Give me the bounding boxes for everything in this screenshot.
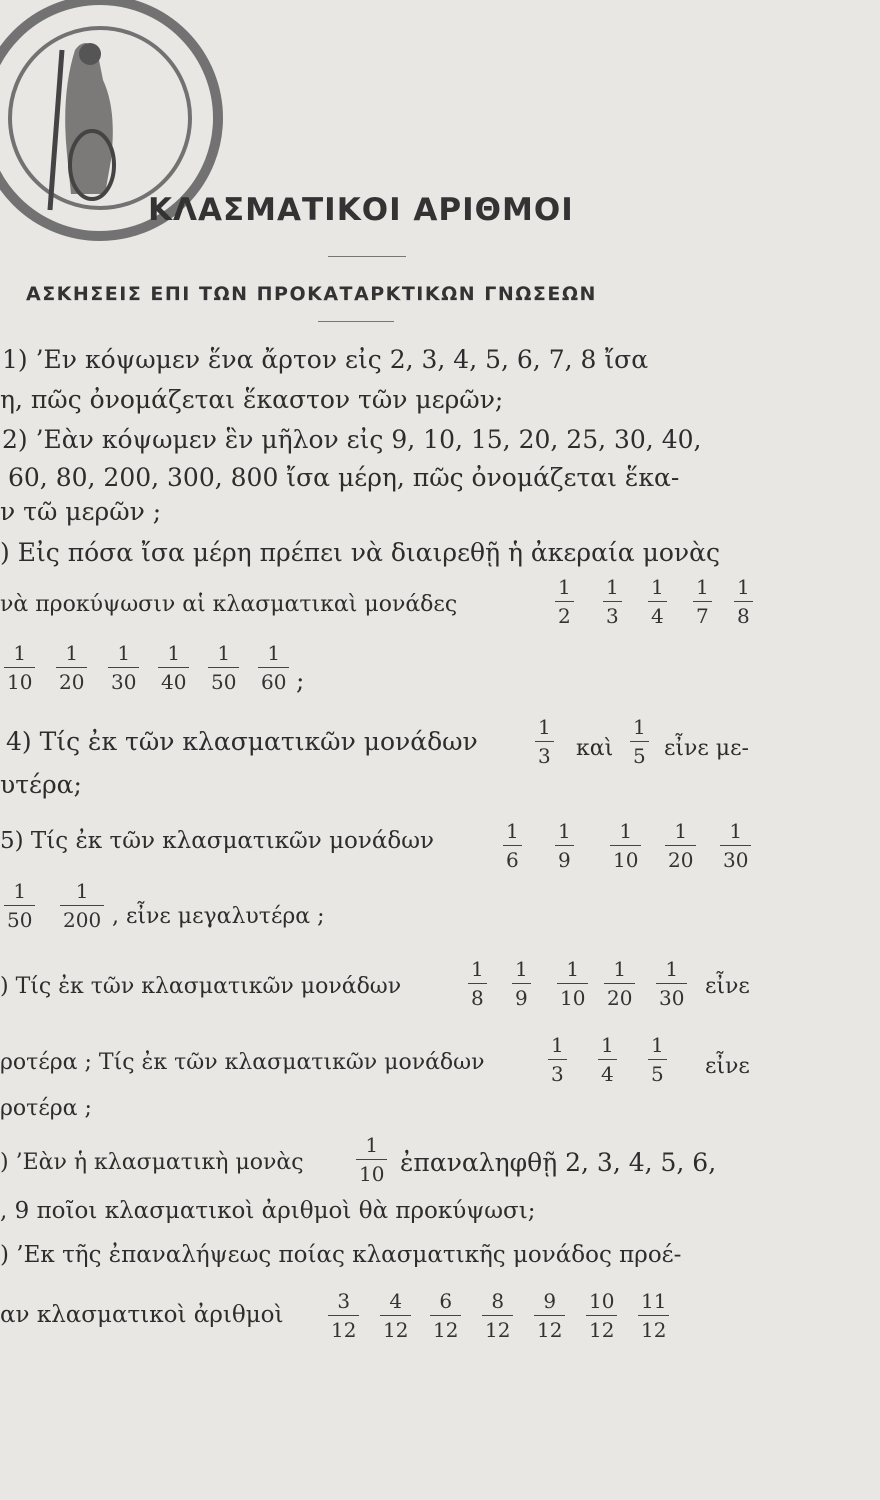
page-subtitle: ΑΣΚΗΣΕΙΣ ΕΠΙ ΤΩΝ ΠΡΟΚΑΤΑΡΚΤΙΚΩΝ ΓΝΩΣΕΩΝ [26,283,597,305]
fraction [4,642,35,693]
fraction-bar [734,601,753,602]
fraction-numerator: 1 [619,819,633,843]
fraction [604,958,635,1009]
fraction-bar [586,1315,617,1316]
fraction-denominator: 6 [506,848,519,872]
fraction-denominator: 12 [433,1318,459,1342]
fraction-bar [604,983,635,984]
fraction-bar [4,905,35,906]
fraction-numerator: 1 [558,575,571,599]
fraction-bar [503,845,522,846]
text-line: , εἶνε μεγαλυτέρα ; [112,904,325,929]
fraction [555,820,574,871]
fraction-bar [4,667,35,668]
fraction-denominator: 30 [111,670,137,694]
fraction-numerator: 1 [13,641,27,665]
fraction-bar [356,1159,387,1160]
fraction-denominator: 10 [359,1162,385,1186]
fraction-denominator: 9 [515,986,528,1010]
fraction [503,820,522,871]
fraction [603,576,622,627]
fraction-denominator: 60 [261,670,287,694]
fraction-numerator: 1 [365,1133,379,1157]
fraction [356,1134,387,1185]
fraction-denominator: 9 [558,848,571,872]
fraction [430,1290,461,1341]
fraction [328,1290,359,1341]
text-line: 4) Τίς ἐκ τῶν κλασματικῶν μονάδων [6,727,478,756]
library-stamp [0,0,240,270]
fraction-denominator: 12 [641,1318,667,1342]
fraction-numerator: 1 [515,957,528,981]
fraction-bar [557,983,588,984]
fraction-bar [380,1315,411,1316]
fraction-bar [208,667,239,668]
fraction-denominator: 20 [607,986,633,1010]
fraction-numerator: 1 [613,957,627,981]
fraction-bar [610,845,641,846]
text-line: ροτέρα ; Τίς ἐκ τῶν κλασματικῶν μονάδων [0,1050,485,1075]
fraction-bar [60,905,104,906]
fraction-numerator: 8 [491,1289,505,1313]
fraction-numerator: 1 [737,575,750,599]
fraction-bar [638,1315,669,1316]
fraction [555,576,574,627]
fraction-denominator: 5 [633,744,646,768]
fraction-numerator: 1 [551,1033,564,1057]
fraction-bar [693,601,712,602]
text-line: ) ’Εκ τῆς ἐπαναλήψεως ποίας κλασματικῆς μονάδος προέ- [0,1242,682,1268]
fraction-numerator: 1 [75,879,89,903]
fraction-denominator: 3 [538,744,551,768]
fraction [512,958,531,1009]
fraction-bar [430,1315,461,1316]
fraction [60,880,104,931]
fraction-numerator: 11 [641,1289,667,1313]
text-line: η, πῶς ὀνομάζεται ἕκαστον τῶν μερῶν; [0,385,504,414]
fraction-denominator: 4 [601,1062,614,1086]
fraction-numerator: 9 [543,1289,557,1313]
fraction-numerator: 1 [471,957,484,981]
fraction-denominator: 12 [537,1318,563,1342]
fraction-numerator: 1 [729,819,743,843]
fraction [208,642,239,693]
text-line: , 9 ποῖοι κλασματικοὶ ἀριθμοὶ θὰ προκύψωσι; [0,1198,536,1224]
fraction [4,880,35,931]
fraction-denominator: 5 [651,1062,664,1086]
title-divider [328,256,406,257]
fraction [656,958,687,1009]
fraction-bar [665,845,696,846]
fraction [638,1290,669,1341]
text-line: εἶνε με- [664,736,749,761]
text-line: εἶνε [705,1054,750,1079]
fraction [693,576,712,627]
fraction-denominator: 12 [589,1318,615,1342]
text-line: ν τῶ μερῶν ; [0,497,162,526]
fraction [548,1034,567,1085]
fraction-denominator: 3 [551,1062,564,1086]
fraction-bar [534,1315,565,1316]
text-line: νὰ προκύψωσιν αἱ κλασματικαὶ μονάδες [0,592,458,617]
fraction-bar [258,667,289,668]
fraction-bar [468,983,487,984]
fraction [665,820,696,871]
fraction-numerator: 3 [337,1289,351,1313]
fraction-numerator: 6 [439,1289,453,1313]
fraction-numerator: 1 [665,957,679,981]
text-line: 60, 80, 200, 300, 800 ἴσα μέρη, πῶς ὀνομάζεται ἕκα- [8,463,680,492]
fraction [56,642,87,693]
fraction-denominator: 40 [161,670,187,694]
fraction-denominator: 200 [63,908,102,932]
fraction-denominator: 12 [383,1318,409,1342]
fraction [557,958,588,1009]
fraction-numerator: 1 [606,575,619,599]
fraction-denominator: 10 [7,670,33,694]
fraction-denominator: 30 [659,986,685,1010]
page-title: ΚΛΑΣΜΑΤΙΚΟΙ ΑΡΙΘΜΟΙ [148,192,574,228]
fraction-denominator: 50 [7,908,33,932]
fraction-numerator: 1 [651,1033,664,1057]
text-line: 5) Τίς ἐκ τῶν κλασματικῶν μονάδων [0,828,434,854]
fraction-numerator: 1 [696,575,709,599]
fraction-denominator: 8 [737,604,750,628]
fraction-denominator: 20 [59,670,85,694]
fraction-numerator: 1 [267,641,281,665]
text-line: 1) ’Εν κόψωμεν ἕνα ἄρτον εἰς 2, 3, 4, 5, 6, 7, 8 ἴσα [2,345,649,374]
fraction-numerator: 1 [558,819,571,843]
fraction-bar [482,1315,513,1316]
fraction [482,1290,513,1341]
fraction-numerator: 1 [538,715,551,739]
fraction-numerator: 1 [217,641,231,665]
fraction [535,716,554,767]
fraction-bar [555,601,574,602]
fraction-denominator: 20 [668,848,694,872]
fraction [734,576,753,627]
fraction-numerator: 1 [651,575,664,599]
fraction-denominator: 10 [613,848,639,872]
fraction-bar [512,983,531,984]
fraction-bar [555,845,574,846]
fraction-bar [598,1059,617,1060]
text-line: ) Τίς ἐκ τῶν κλασματικῶν μονάδων [0,974,402,999]
fraction-denominator: 3 [606,604,619,628]
fraction [158,642,189,693]
text-line: καὶ [576,736,614,761]
fraction-denominator: 4 [651,604,664,628]
text-line: εἶνε [705,974,750,999]
text-line: 2) ’Εὰν κόψωμεν ἓν μῆλον εἰς 9, 10, 15, 20, 25, 30, 40, [2,425,702,454]
fraction-denominator: 30 [723,848,749,872]
fraction-bar [328,1315,359,1316]
fraction [648,576,667,627]
text-line: αν κλασματικοὶ ἀριθμοὶ [0,1302,284,1328]
fraction [534,1290,565,1341]
fraction-numerator: 1 [167,641,181,665]
text-line: ; [296,666,305,695]
fraction-bar [603,601,622,602]
fraction-bar [648,1059,667,1060]
fraction-bar [548,1059,567,1060]
fraction-numerator: 1 [13,879,27,903]
fraction [648,1034,667,1085]
fraction-numerator: 1 [117,641,131,665]
fraction [720,820,751,871]
fraction [258,642,289,693]
fraction [468,958,487,1009]
fraction-denominator: 12 [485,1318,511,1342]
fraction-bar [158,667,189,668]
fraction-numerator: 1 [633,715,646,739]
fraction-bar [656,983,687,984]
fraction-bar [535,741,554,742]
fraction [108,642,139,693]
text-line: ροτέρα ; [0,1096,92,1121]
fraction-denominator: 10 [560,986,586,1010]
fraction-numerator: 1 [566,957,580,981]
fraction [598,1034,617,1085]
fraction-denominator: 2 [558,604,571,628]
fraction-numerator: 1 [601,1033,614,1057]
text-line: ) Εἰς πόσα ἴσα μέρη πρέπει νὰ διαιρεθῇ ἡ ἀκεραία μονὰς [0,538,720,567]
fraction-numerator: 10 [589,1289,615,1313]
fraction-numerator: 1 [65,641,79,665]
fraction-bar [108,667,139,668]
fraction-bar [648,601,667,602]
fraction-numerator: 4 [389,1289,403,1313]
fraction-denominator: 7 [696,604,709,628]
text-line: υτέρα; [0,770,82,799]
fraction [380,1290,411,1341]
text-line: ) ’Εὰν ἡ κλασματικὴ μονὰς [0,1150,304,1175]
fraction [630,716,649,767]
fraction-denominator: 12 [331,1318,357,1342]
fraction [586,1290,617,1341]
subtitle-divider [318,321,394,322]
fraction-bar [630,741,649,742]
fraction-bar [56,667,87,668]
fraction-denominator: 50 [211,670,237,694]
fraction-numerator: 1 [674,819,688,843]
fraction-bar [720,845,751,846]
fraction [610,820,641,871]
text-line: ἐπαναληφθῇ 2, 3, 4, 5, 6, [400,1148,717,1177]
fraction-denominator: 8 [471,986,484,1010]
fraction-numerator: 1 [506,819,519,843]
